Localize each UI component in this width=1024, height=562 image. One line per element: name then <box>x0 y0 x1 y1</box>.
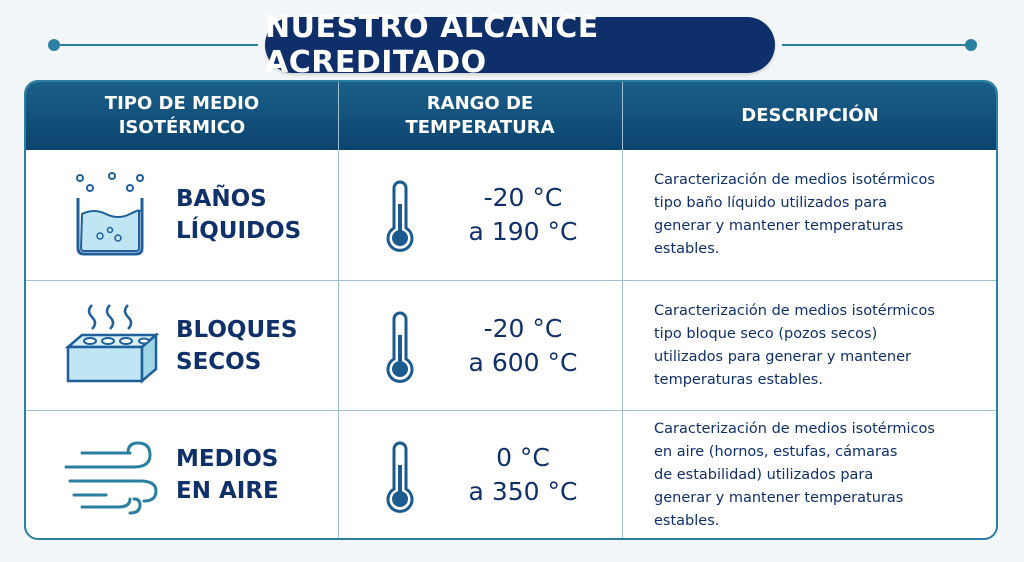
scope-table <box>24 80 998 540</box>
descripcion: Caracterización de medios isotérmicos tipo bloque seco (pozos secos) utilizados para generar y mantener temperaturas estables. <box>654 303 935 388</box>
thermometer-icon <box>382 311 418 385</box>
header-descripcion: DESCRIPCIÓN <box>741 105 879 126</box>
title-banner <box>0 10 1024 80</box>
header-rango: RANGO DE TEMPERATURA <box>405 93 555 138</box>
table-header <box>26 82 996 150</box>
thermometer-icon <box>382 180 418 254</box>
liquid-bath-icon <box>60 168 160 258</box>
title-line-right <box>782 44 970 46</box>
medio-label: BLOQUES SECOS <box>176 317 298 375</box>
rango-temperatura: 0 °C a 350 °C <box>468 443 578 506</box>
medio-label: BAÑOS LÍQUIDOS <box>176 186 302 244</box>
title-dot-left <box>48 39 60 51</box>
table-row <box>26 410 996 539</box>
thermometer-icon <box>382 441 418 515</box>
page-title: NUESTRO ALCANCE ACREDITADO <box>265 17 775 73</box>
title-dot-right <box>965 39 977 51</box>
descripcion: Caracterización de medios isotérmicos tipo baño líquido utilizados para generar y mantener temperaturas estables. <box>654 172 935 257</box>
title-line-left <box>54 44 258 46</box>
rango-temperatura: -20 °C a 600 °C <box>468 314 578 377</box>
rango-temperatura: -20 °C a 190 °C <box>468 183 578 246</box>
medio-label: MEDIOS EN AIRE <box>176 446 279 504</box>
air-flow-icon <box>60 429 160 519</box>
dry-block-icon <box>60 299 160 389</box>
descripcion: Caracterización de medios isotérmicos en aire (hornos, estufas, cámaras de estabilidad) utilizados para generar y mantener temperaturas estables. <box>654 420 935 529</box>
table-row <box>26 280 996 411</box>
header-tipo-medio: TIPO DE MEDIO ISOTÉRMICO <box>104 93 260 138</box>
table-row <box>26 150 996 280</box>
